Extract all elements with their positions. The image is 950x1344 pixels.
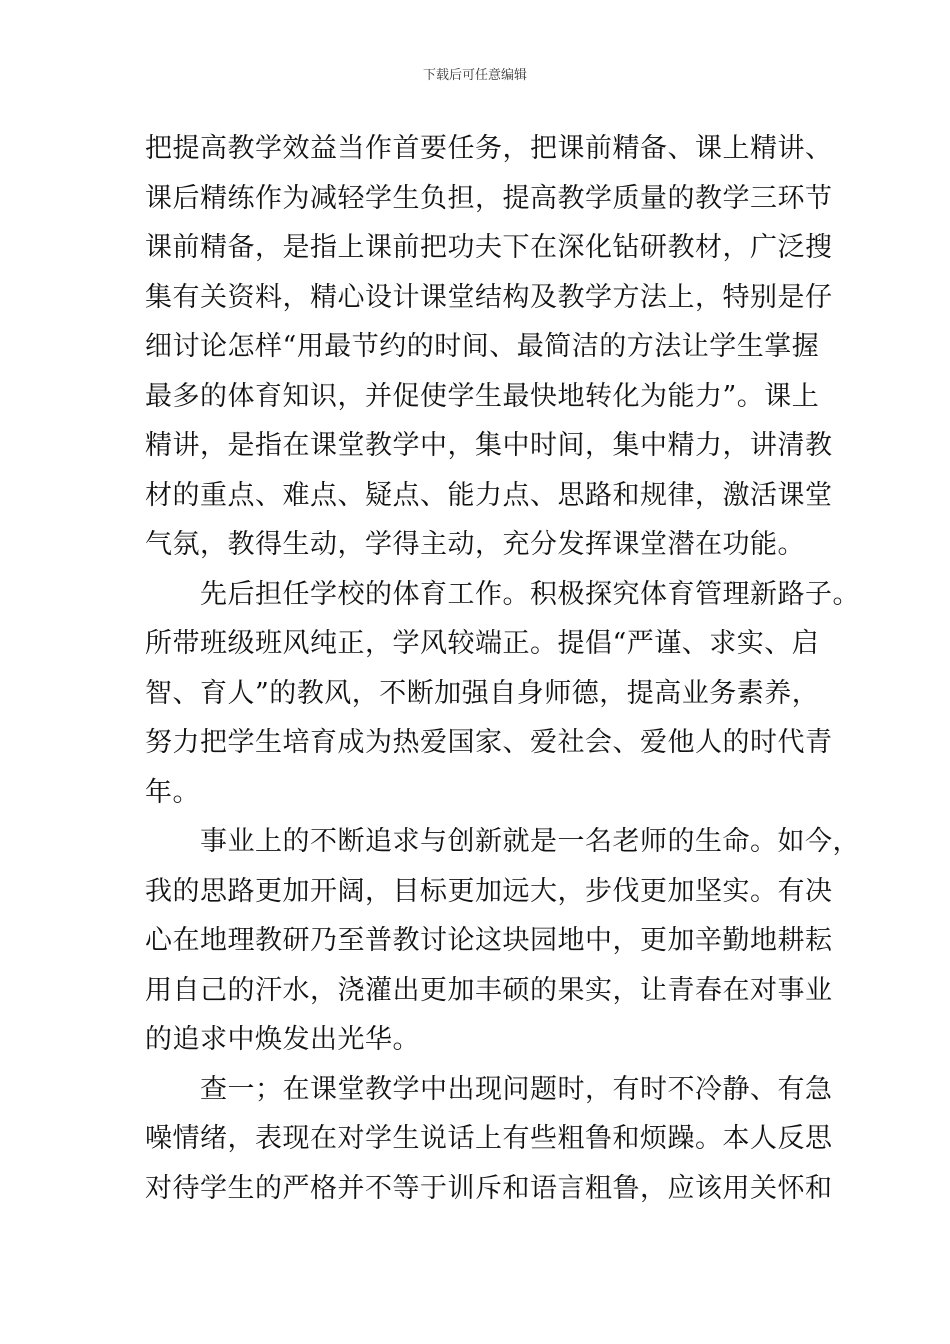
paragraph [145,124,833,570]
document-body [145,124,860,1213]
text-line: 努力把学生培育成为热爱国家、爱社会、爱他人的时代青 [145,727,833,758]
text-line: 材的重点、难点、疑点、能力点、思路和规律，激活课堂 [145,479,833,511]
text-line: 集有关资料，精心设计课堂结构及教学方法上，特别是仔 [145,281,833,313]
text-line: 课后精练作为减轻学生负担，提高教学质量的教学三环节 [145,182,833,214]
text-line: 气氛，教得生动，学得主动，充分发挥课堂潜在功能。 [145,529,805,560]
text-line: 事业上的不断追求与创新就是一名老师的生命。如今， [200,826,860,857]
text-line: 我的思路更加开阔，目标更加远大，步伐更加坚实。有决 [145,875,833,907]
text-line: 把提高教学效益当作首要任务，把课前精备、课上精讲、 [145,133,833,164]
text-line: 对待学生的严格并不等于训斥和语言粗鲁，应该用关怀和 [145,1172,833,1204]
text-line: 细讨论怎样“用最节约的时间、最简洁的方法让学生掌握 [145,331,820,362]
text-line: 先后担任学校的体育工作。积极探究体育管理新路子。 [200,578,860,610]
text-line: 智、育人”的教风，不断加强自身师德，提高业务素养， [145,677,820,709]
text-line: 查一；在课堂教学中出现问题时，有时不冷静、有急 [200,1073,833,1105]
paragraph [145,817,860,1065]
page-header: 下载后可任意编辑 [422,68,527,83]
text-line: 所带班级班风纯正，学风较端正。提倡“严谨、求实、启 [145,628,820,659]
text-line: 精讲，是指在课堂教学中，集中时间，集中精力，讲清教 [145,430,833,461]
text-line: 最多的体育知识，并促使学生最快地转化为能力”。课上 [145,380,820,412]
paragraph [145,570,860,818]
text-line: 噪情绪，表现在对学生说话上有些粗鲁和烦躁。本人反思 [145,1123,833,1154]
text-line: 用自己的汗水，浇灌出更加丰硕的果实，让青春在对事业 [145,974,833,1006]
text-line: 心在地理教研乃至普教讨论这块园地中，更加辛勤地耕耘 [145,925,833,956]
text-line: 的追求中焕发出光华。 [145,1024,420,1055]
text-line: 课前精备，是指上课前把功夫下在深化钻研教材，广泛搜 [145,232,833,263]
paragraph [145,1065,833,1214]
text-line: 年。 [145,776,200,808]
